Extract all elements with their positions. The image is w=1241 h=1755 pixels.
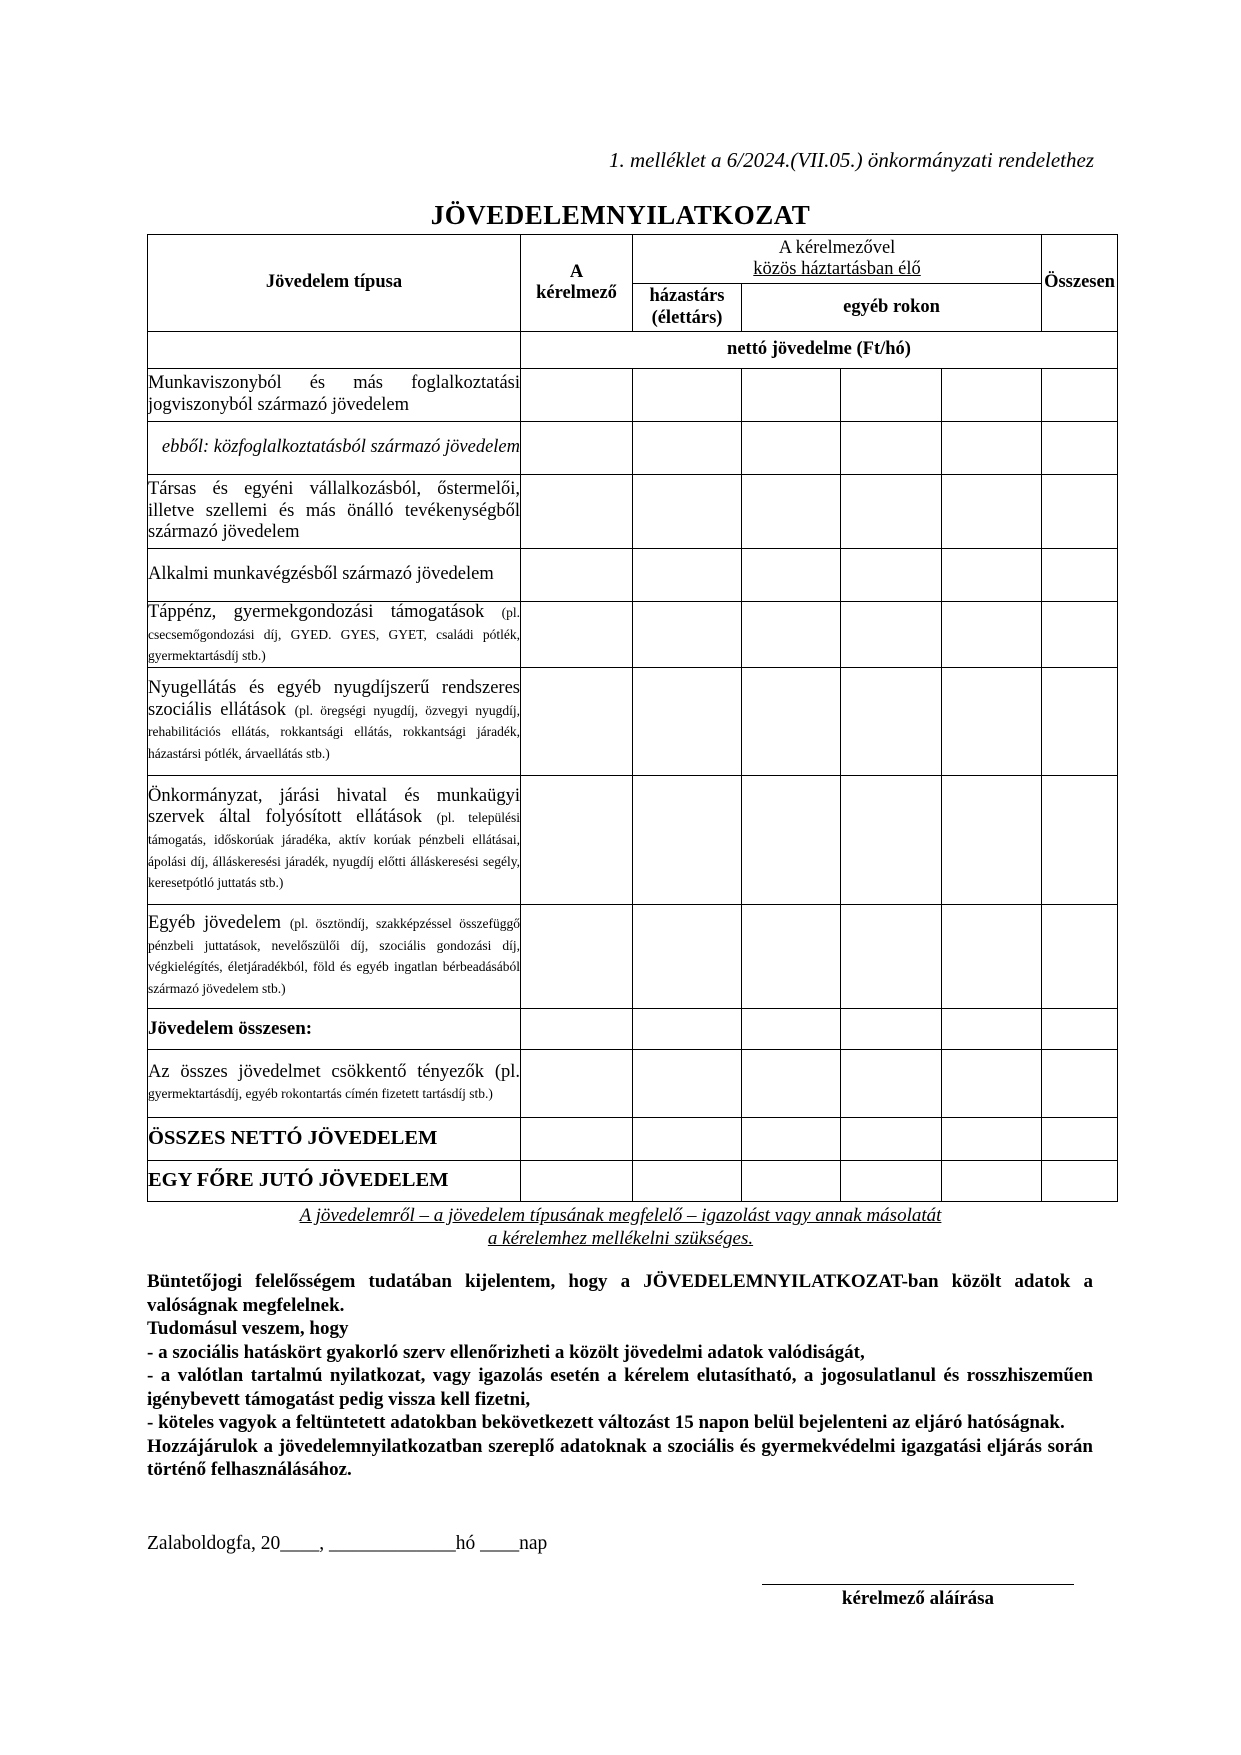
- cell-input[interactable]: [841, 1160, 942, 1201]
- row-label-public-work: ebből: közfoglalkoztatásból származó jövedelem: [148, 422, 521, 475]
- document-title: JÖVEDELEMNYILATKOZAT: [430, 200, 811, 230]
- cell-input[interactable]: [633, 1049, 742, 1117]
- cell-input[interactable]: [942, 904, 1042, 1008]
- cell-input[interactable]: [841, 475, 942, 549]
- cell-input[interactable]: [942, 775, 1042, 904]
- row-label-other-income: Egyéb jövedelem (pl. ösztöndíj, szakképzéssel összefüggő pénzbeli juttatások, nevelőszülői díj, szociális gondozási díj, végkielégítés, életjáradékból, föld és egyéb ingatlan bérbeadásából származó jövedelem stb.): [148, 904, 521, 1008]
- cell-input[interactable]: [521, 667, 633, 775]
- cell-input[interactable]: [633, 549, 742, 602]
- declaration-statement: Büntetőjogi felelősségem tudatában kijelentem, hogy a JÖVEDELEMNYILATKOZAT-ban közölt adatok a valóságnak megfelelnek.: [147, 1271, 1093, 1316]
- cell-input[interactable]: [521, 1117, 633, 1160]
- cell-input[interactable]: [742, 1160, 841, 1201]
- cell-input[interactable]: [742, 775, 841, 904]
- cell-input[interactable]: [633, 602, 742, 668]
- cell-input[interactable]: [521, 1049, 633, 1117]
- cell-input[interactable]: [521, 1008, 633, 1049]
- cell-input[interactable]: [742, 549, 841, 602]
- header-net-income: nettó jövedelme (Ft/hó): [521, 332, 1118, 369]
- cell-input[interactable]: [1042, 602, 1118, 668]
- attachment-note: A jövedelemről – a jövedelem típusának megfelelő – igazolást vagy annak másolatát a kérelemhez mellékelni szükséges.: [299, 1205, 942, 1249]
- declaration-ack-item: - a valótlan tartalmú nyilatkozat, vagy igazolás esetén a kérelem elutasítható, a jogosulatlanul és rosszhiszeműen igénybevett támogatást pedig vissza kell fizetni,: [147, 1365, 1093, 1410]
- cell-input[interactable]: [1042, 775, 1118, 904]
- cell-input[interactable]: [942, 549, 1042, 602]
- cell-input[interactable]: [633, 775, 742, 904]
- cell-input[interactable]: [742, 1008, 841, 1049]
- cell-input[interactable]: [841, 775, 942, 904]
- row-label-municipal-benefits: Önkormányzat, járási hivatal és munkaügyi szervek által folyósított ellátások (pl. települési támogatás, időskorúak járadéka, aktív korúak pénzbeli ellátásai, ápolási díj, álláskeresési járadék, nyugdíj előtti álláskeresési segély, keresetpótló juttatás stb.): [148, 775, 521, 904]
- cell-input[interactable]: [942, 602, 1042, 668]
- cell-input[interactable]: [633, 475, 742, 549]
- cell-input[interactable]: [1042, 1008, 1118, 1049]
- cell-input[interactable]: [521, 602, 633, 668]
- cell-input[interactable]: [742, 475, 841, 549]
- header-household: A kérelmezővel közös háztartásban élő: [633, 235, 1042, 284]
- cell-input[interactable]: [742, 904, 841, 1008]
- row-label-per-capita-income: EGY FŐRE JUTÓ JÖVEDELEM: [148, 1160, 521, 1201]
- cell-input[interactable]: [1042, 475, 1118, 549]
- cell-input[interactable]: [521, 369, 633, 422]
- header-income-type: Jövedelem típusa: [148, 235, 521, 332]
- row-label-casual-work: Alkalmi munkavégzésből származó jövedelem: [148, 549, 521, 602]
- row-label-total-net-income: ÖSSZES NETTÓ JÖVEDELEM: [148, 1117, 521, 1160]
- cell-input[interactable]: [841, 602, 942, 668]
- income-table: [147, 234, 1118, 1202]
- annex-reference: 1. melléklet a 6/2024.(VII.05.) önkormányzati rendelethez: [608, 148, 1094, 172]
- cell-input[interactable]: [633, 1160, 742, 1201]
- cell-input[interactable]: [1042, 1049, 1118, 1117]
- row-label-income-total: Jövedelem összesen:: [148, 1008, 521, 1049]
- cell-input[interactable]: [942, 369, 1042, 422]
- cell-input[interactable]: [1042, 422, 1118, 475]
- cell-input[interactable]: [942, 1049, 1042, 1117]
- cell-input[interactable]: [742, 422, 841, 475]
- cell-input[interactable]: [742, 1049, 841, 1117]
- cell-input[interactable]: [633, 369, 742, 422]
- declaration: [147, 1270, 1093, 1482]
- row-label-deductions: Az összes jövedelmet csökkentő tényezők (pl. gyermektartásdíj, egyéb rokontartás címén fizetett tartásdíj stb.): [148, 1049, 521, 1117]
- cell-input[interactable]: [521, 775, 633, 904]
- header-applicant: A kérelmező: [521, 235, 633, 332]
- cell-input[interactable]: [841, 1117, 942, 1160]
- cell-input[interactable]: [1042, 1117, 1118, 1160]
- cell-input[interactable]: [633, 1008, 742, 1049]
- cell-input[interactable]: [942, 1160, 1042, 1201]
- cell-input[interactable]: [633, 904, 742, 1008]
- cell-input[interactable]: [521, 1160, 633, 1201]
- cell-input[interactable]: [841, 1008, 942, 1049]
- cell-input[interactable]: [633, 1117, 742, 1160]
- cell-input[interactable]: [742, 1117, 841, 1160]
- cell-input[interactable]: [942, 1117, 1042, 1160]
- cell-input[interactable]: [942, 667, 1042, 775]
- signature-line[interactable]: [762, 1584, 1074, 1585]
- row-label-enterprise: Társas és egyéni vállalkozásból, őstermelői, illetve szellemi és más önálló tevékenységből származó jövedelem: [148, 475, 521, 549]
- cell-input[interactable]: [942, 1008, 1042, 1049]
- row-label-pension: Nyugellátás és egyéb nyugdíjszerű rendszeres szociális ellátások (pl. öregségi nyugdíj, özvegyi nyugdíj, rehabilitációs ellátás, rokkantsági ellátás, rokkantsági járadék, házastársi pótlék, árvaellátás stb.): [148, 667, 521, 775]
- cell-input[interactable]: [1042, 667, 1118, 775]
- header-spouse: házastárs (élettárs): [633, 284, 742, 332]
- cell-input[interactable]: [841, 904, 942, 1008]
- header-other-relatives: egyéb rokon: [742, 284, 1042, 332]
- declaration-ack-item: - köteles vagyok a feltüntetett adatokban bekövetkezett változást 15 napon belül bejelenteni az eljáró hatóságnak.: [147, 1412, 1065, 1434]
- row-label-employment: Munkaviszonyból és más foglalkoztatási jogviszonyból származó jövedelem: [148, 369, 521, 422]
- cell-input[interactable]: [942, 475, 1042, 549]
- cell-input[interactable]: [521, 475, 633, 549]
- cell-input[interactable]: [521, 549, 633, 602]
- cell-input[interactable]: [742, 602, 841, 668]
- cell-input[interactable]: [942, 422, 1042, 475]
- declaration-ack-heading: Tudomásul veszem, hogy: [147, 1318, 349, 1340]
- cell-input[interactable]: [633, 667, 742, 775]
- cell-input[interactable]: [1042, 1160, 1118, 1201]
- cell-input[interactable]: [1042, 904, 1118, 1008]
- cell-input[interactable]: [521, 904, 633, 1008]
- declaration-ack-item: - a szociális hatáskört gyakorló szerv ellenőrizheti a közölt jövedelmi adatok valódiságát,: [147, 1341, 865, 1363]
- cell-input[interactable]: [841, 549, 942, 602]
- header-empty-cell: [148, 332, 521, 369]
- signature-label: kérelmező aláírása: [841, 1588, 995, 1609]
- cell-input[interactable]: [742, 369, 841, 422]
- cell-input[interactable]: [1042, 549, 1118, 602]
- place-date-line[interactable]: Zalaboldogfa, 20____, _____________hó ____nap: [147, 1533, 548, 1554]
- cell-input[interactable]: [742, 667, 841, 775]
- cell-input[interactable]: [841, 369, 942, 422]
- header-total: Összesen: [1042, 235, 1118, 332]
- declaration-consent: Hozzájárulok a jövedelemnyilatkozatban szereplő adatoknak a szociális és gyermekvédelmi igazgatási eljárás során történő felhasználásához.: [147, 1435, 1093, 1481]
- row-label-sick-pay: Táppénz, gyermekgondozási támogatások (pl. csecsemőgondozási díj, GYED. GYES, GYET, családi pótlék, gyermektartásdíj stb.): [148, 602, 521, 668]
- cell-input[interactable]: [1042, 369, 1118, 422]
- cell-input[interactable]: [633, 422, 742, 475]
- cell-input[interactable]: [841, 1049, 942, 1117]
- cell-input[interactable]: [521, 422, 633, 475]
- cell-input[interactable]: [841, 667, 942, 775]
- cell-input[interactable]: [841, 422, 942, 475]
